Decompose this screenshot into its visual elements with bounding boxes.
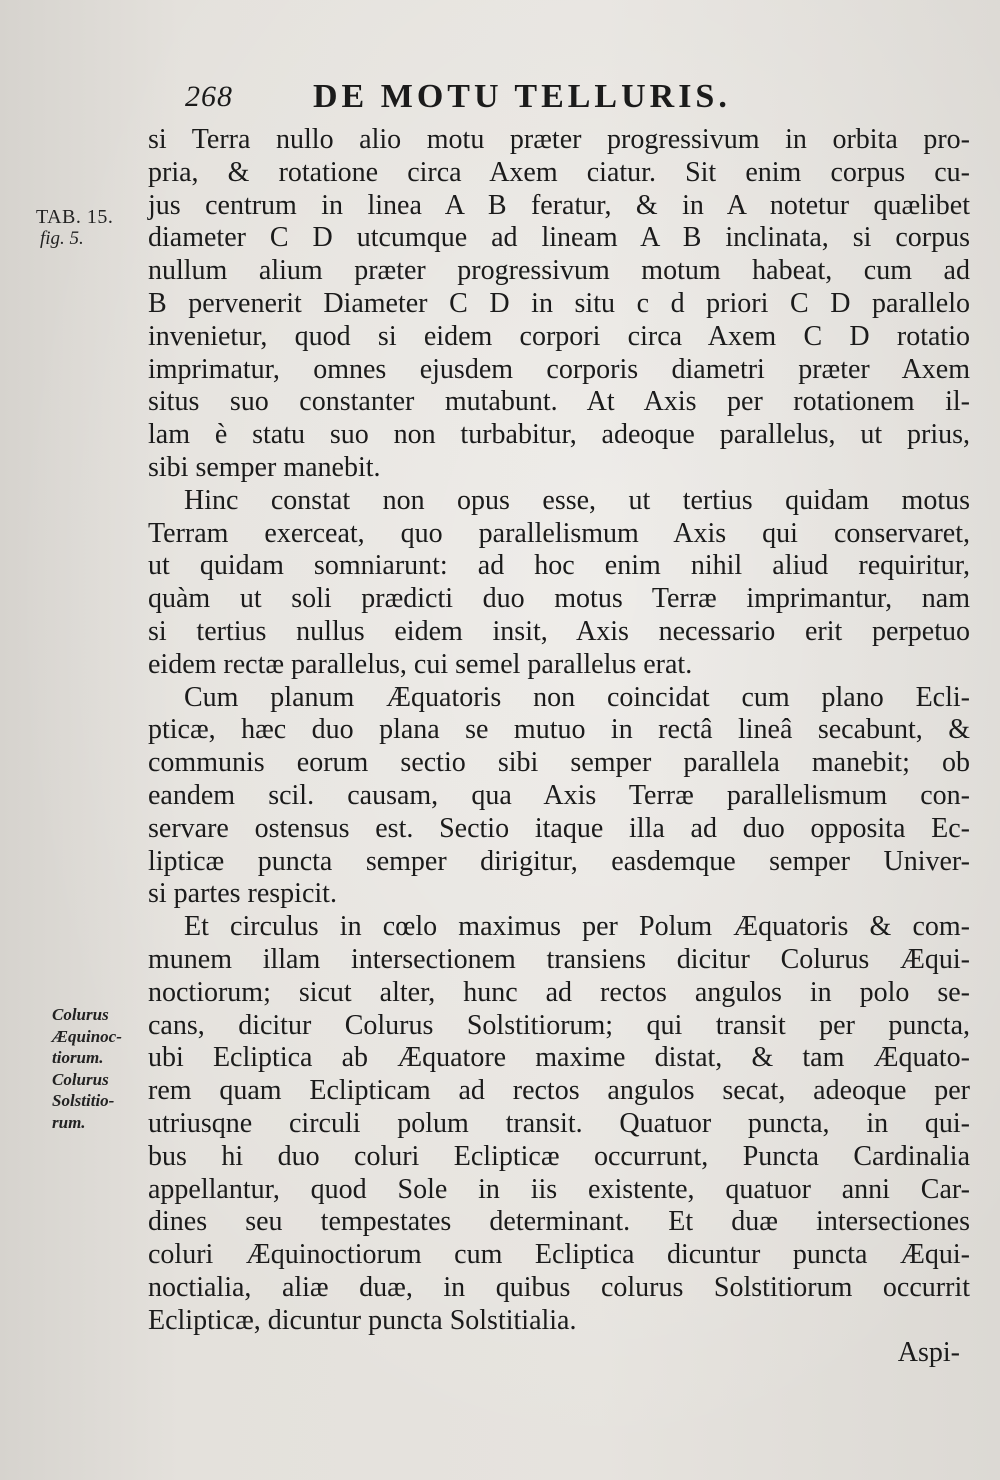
text-line: ubi Ecliptica ab Æquatore maxime distat, & tam Æquato- [148,1042,970,1074]
running-title: DE MOTU TELLURIS. [313,78,731,115]
text-line: cans, dicitur Colurus Solstitiorum; qui transit per puncta, [148,1009,970,1041]
page-header [185,78,835,122]
text-line: si tertius nullus eidem insit, Axis necessario erit perpetuo [148,615,970,647]
margin-note-colures [52,1004,148,1133]
catchword: Aspi- [897,1337,960,1369]
margin-note-line: Æquinoc- [52,1026,122,1046]
text-line: imprimatur, omnes ejusdem corporis diametri præter Axem [148,353,970,385]
body-text [148,124,970,1370]
text-line: nullum alium præter progressivum motum habeat, cum ad [148,255,970,287]
text-line: lam è statu suo non turbabitur, adeoque parallelus, ut prius, [148,419,970,451]
margin-note-line: rum. [52,1112,86,1132]
margin-note-line: Solstitio- [52,1091,115,1110]
text-line: noctiorum; sicut alter, hunc ad rectos angulos in polo se- [148,976,970,1008]
text-line: Eclipticæ, dicuntur puncta Solstitialia. [148,1304,577,1336]
paragraph-first-line: Cum planum Æquatoris non coincidat cum plano Ecli- [184,681,970,713]
text-line: si Terra nullo alio motu præter progressivum in orbita pro- [148,124,970,155]
text-line: ut quidam somniarunt: ad hoc enim nihil aliud requiritur, [148,550,970,582]
text-line: dines seu tempestates determinant. Et duæ intersectiones [148,1206,970,1238]
text-line: utriusqne circuli polum transit. Quatuor puncta, in qui- [148,1107,970,1139]
text-line: eidem rectæ parallelus, cui semel parallelus erat. [148,648,693,680]
text-line: coluri Æquinoctiorum cum Ecliptica dicuntur puncta Æqui- [148,1239,970,1271]
plate-label: TAB. 15. [36,206,114,228]
margin-note-line: Colurus [52,1069,109,1089]
text-line: appellantur, quod Sole in iis existente, quatuor anni Car- [148,1173,970,1205]
text-line: invenietur, quod si eidem corpori circa Axem C D rotatio [148,320,970,352]
figure-label: fig. 5. [40,228,84,249]
paragraph-first-line: Hinc constat non opus esse, ut tertius quidam motus [184,484,970,516]
text-line: B pervenerit Diameter C D in situ c d priori C D parallelo [148,287,970,319]
text-line: jus centrum in linea A B feratur, & in A notetur quælibet [148,189,970,221]
text-line: sibi semper manebit. [148,451,381,483]
text-line: situs suo constanter mutabunt. At Axis per rotationem il- [148,386,970,418]
text-line: servare ostensus est. Sectio itaque illa ad duo opposita Ec- [148,812,970,844]
margin-note-line: Colurus [52,1005,109,1024]
text-line: pticæ, hæc duo plana se mutuo in rectâ lineâ secabunt, & [148,714,970,746]
text-line: rem quam Eclipticam ad rectos angulos secat, adeoque per [148,1075,970,1107]
text-line: eandem scil. causam, qua Axis Terræ parallelismum con- [148,779,970,811]
text-line: si partes respicit. [148,878,337,910]
text-line: bus hi duo coluri Eclipticæ occurrunt, Puncta Cardinalia [148,1140,970,1172]
margin-note-line: tiorum. [52,1048,104,1067]
text-line: noctialia, aliæ duæ, in quibus colurus Solstitiorum occurrit [148,1271,970,1303]
paragraph-first-line: Et circulus in cœlo maximus per Polum Æquatoris & com- [184,911,970,943]
text-line: pria, & rotatione circa Axem ciatur. Sit enim corpus cu- [148,156,970,188]
text-line: lipticæ puncta semper dirigitur, easdemque semper Univer- [148,845,970,877]
text-line: Terram exerceat, quo parallelismum Axis qui conservaret, [148,517,970,549]
page-number: 268 [185,80,233,113]
text-line: quàm ut soli prædicti duo motus Terræ imprimantur, nam [148,583,970,615]
text-line: communis eorum sectio sibi semper parallela manebit; ob [148,747,970,779]
text-line: diameter C D utcumque ad lineam A B inclinata, si corpus [148,222,970,254]
text-line: munem illam intersectionem transiens dicitur Colurus Æqui- [148,943,970,975]
margin-note-plate-reference [36,206,136,250]
